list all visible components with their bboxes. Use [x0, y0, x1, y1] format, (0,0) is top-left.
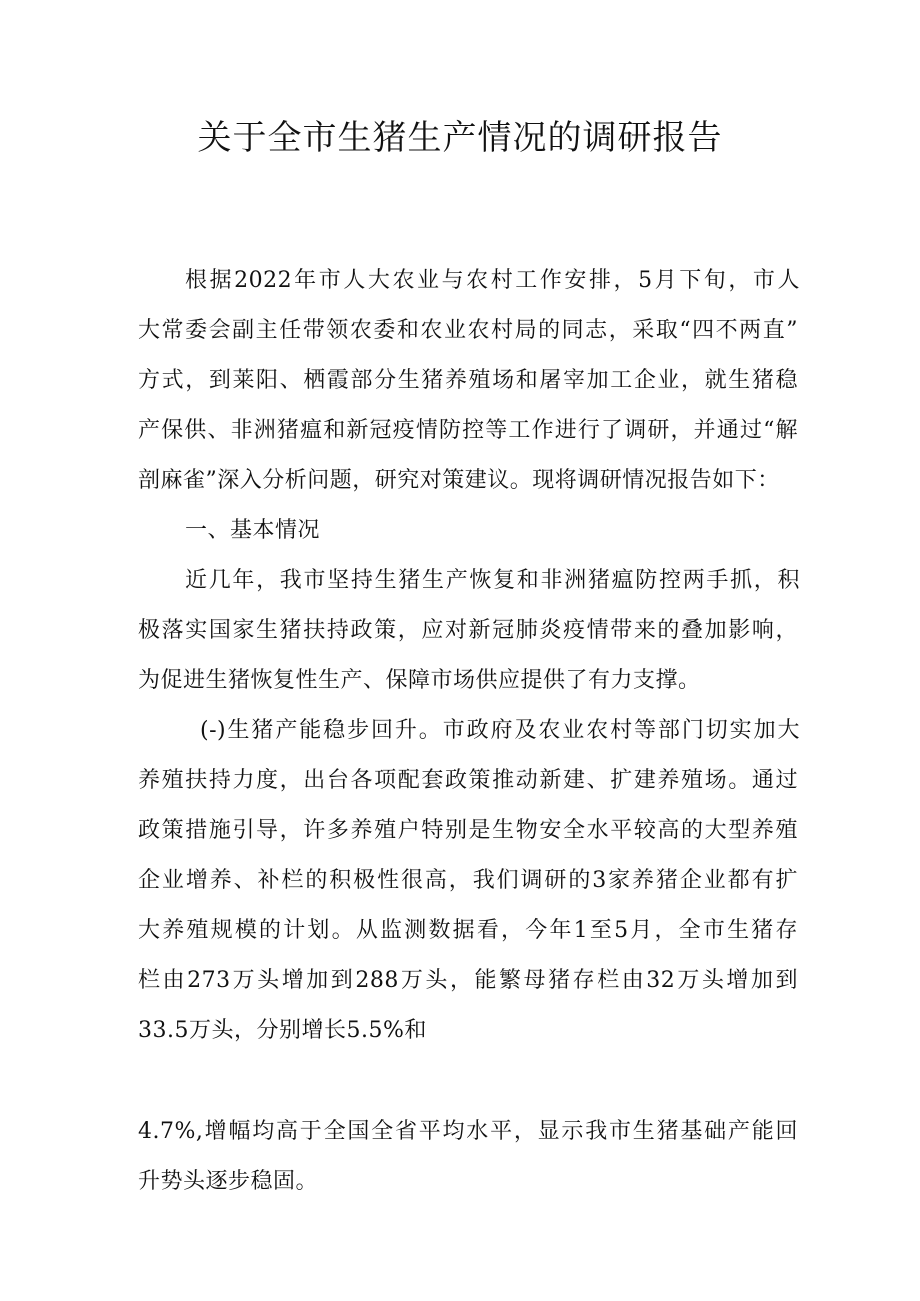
intro-line-2: 大常委会副主任带领农委和农业农村局的同志，采取“四不两直”	[138, 318, 798, 343]
sub1-line-7: 33.5万头，分别增长5.5%和	[138, 1018, 427, 1043]
continuation-line-2: 升势头逐步稳固。	[138, 1169, 319, 1194]
section1-line-3: 为促进生猪恢复性生产、保障市场供应提供了有力支撑。	[138, 668, 701, 693]
section1-line-1: 近几年，我市坚持生猪生产恢复和非洲猪瘟防控两手抓，积	[185, 568, 800, 593]
intro-line-4: 产保供、非洲猪瘟和新冠疫情防控等工作进行了调研，并通过“解	[138, 418, 798, 443]
sub1-line-2: 养殖扶持力度，出台各项配套政策推动新建、扩建养殖场。通过	[138, 768, 798, 793]
sub1-line-3: 政策措施引导，许多养殖户特别是生物安全水平较高的大型养殖	[138, 818, 798, 843]
document-title: 关于全市生猪生产情况的调研报告	[197, 118, 723, 158]
intro-line-3: 方式，到莱阳、栖霞部分生猪养殖场和屠宰加工企业，就生猪稳	[138, 368, 798, 393]
section-heading-basic: 一、基本情况	[185, 518, 321, 543]
intro-line-1: 根据2022年市人大农业与农村工作安排，5月下旬，市人	[185, 268, 800, 293]
sub1-line-1: (-)生猪产能稳步回升。市政府及农业农村等部门切实加大	[200, 718, 800, 743]
section1-line-2: 极落实国家生猪扶持政策，应对新冠肺炎疫情带来的叠加影响，	[138, 618, 798, 643]
continuation-line-1: 4.7%,增幅均高于全国全省平均水平，显示我市生猪基础产能回	[138, 1119, 798, 1144]
sub1-line-5: 大养殖规模的计划。从监测数据看，今年1至5月，全市生猪存	[138, 918, 798, 943]
intro-line-5: 剖麻雀”深入分析问题，研究对策建议。现将调研情况报告如下：	[138, 468, 780, 493]
sub1-line-4: 企业增养、补栏的积极性很高，我们调研的3家养猪企业都有扩	[138, 868, 798, 893]
sub1-line-6: 栏由273万头增加到288万头，能繁母猪存栏由32万头增加到	[138, 968, 798, 993]
